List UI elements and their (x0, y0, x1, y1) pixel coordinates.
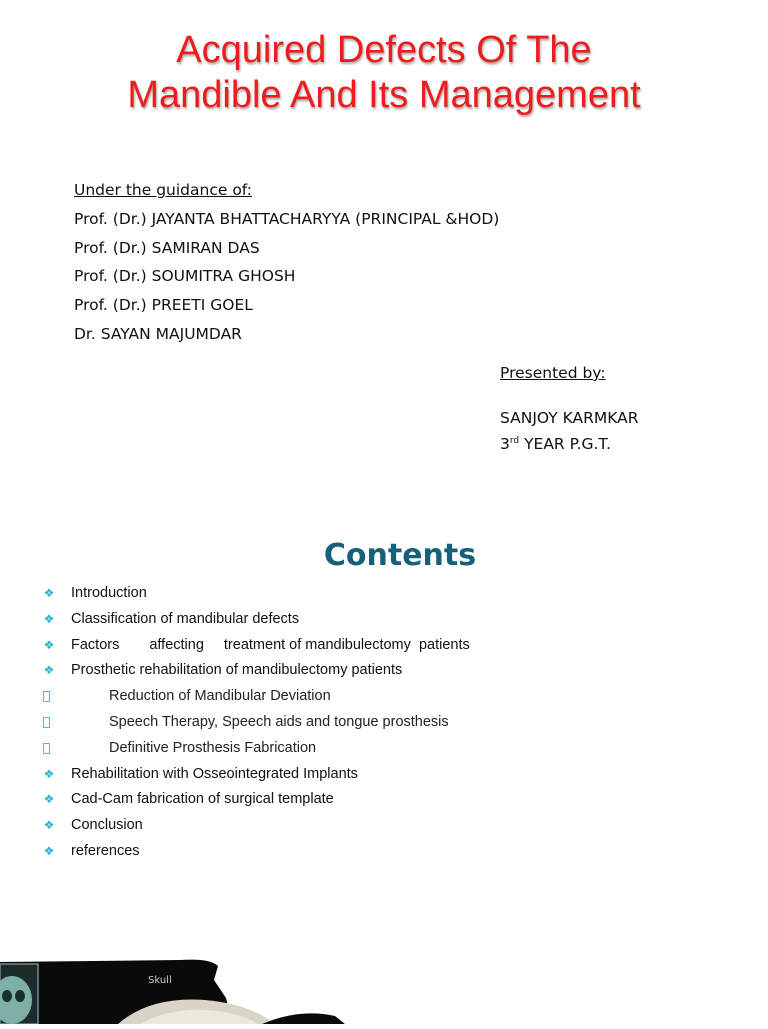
list-item (42, 814, 742, 840)
presenter-heading: Presented by: (500, 364, 606, 382)
guide-name: Prof. (Dr.) JAYANTA BHATTACHARYYA (PRINCIPAL &HOD) (74, 209, 500, 228)
diamond-icon: ❖ (43, 843, 55, 858)
list-item (42, 582, 742, 608)
skull-image-graphic (0, 958, 345, 1024)
list-item-text: Reduction of Mandibular Deviation (109, 688, 331, 705)
list-item (42, 763, 742, 789)
year-ordinal: rd (509, 436, 520, 446)
text-part: affecting (149, 636, 204, 653)
slide-title (0, 28, 768, 118)
text-part: treatment of mandibulectomy patients (223, 636, 470, 653)
title-line-2: Mandible And Its Management (127, 74, 641, 116)
presenter-year (500, 430, 639, 456)
diamond-icon: ❖ (43, 637, 55, 652)
box-icon (43, 717, 50, 728)
year-number: 3 (500, 435, 510, 453)
list-item (42, 788, 742, 814)
box-icon (43, 743, 50, 754)
list-item (42, 685, 742, 711)
guidance-heading: Under the guidance of: (74, 181, 252, 199)
guide-name: Prof. (Dr.) PREETI GOEL (74, 296, 253, 315)
contents-title: Contents (323, 538, 477, 573)
text-part: Factors (71, 636, 120, 653)
list-item-text: Introduction (71, 585, 147, 601)
diamond-icon: ❖ (43, 818, 55, 833)
year-text: YEAR P.G.T. (519, 435, 611, 453)
skull-image (0, 958, 345, 1024)
image-label: Skull (148, 975, 172, 986)
guide-name: Prof. (Dr.) SOUMITRA GHOSH (74, 267, 296, 286)
list-item (42, 840, 742, 866)
title-line-1: Acquired Defects Of The (176, 29, 592, 71)
list-item-text: Definitive Prosthesis Fabrication (109, 739, 317, 756)
list-item-text: Cad-Cam fabrication of surgical template (71, 791, 334, 808)
list-item (42, 711, 742, 737)
diamond-icon: ❖ (43, 792, 55, 807)
list-item-text: Classification of mandibular defects (71, 610, 300, 627)
list-item-text: Conclusion (71, 817, 143, 834)
list-item-text: Speech Therapy, Speech aids and tongue prosthesis (109, 713, 449, 730)
contents-list (42, 582, 742, 866)
guide-name: Prof. (Dr.) SAMIRAN DAS (74, 238, 260, 257)
guide-name: Dr. SAYAN MAJUMDAR (74, 324, 242, 343)
list-item-text: Rehabilitation with Osseointegrated Implants (71, 765, 358, 782)
diamond-icon: ❖ (43, 663, 55, 678)
guidance-block (74, 176, 499, 349)
diamond-icon: ❖ (43, 766, 55, 781)
presenter-name: SANJOY KARMKAR (500, 409, 639, 427)
presenter-block (500, 361, 639, 456)
list-item (42, 634, 742, 660)
list-item (42, 659, 742, 685)
diamond-icon: ❖ (43, 586, 55, 600)
list-item (42, 737, 742, 763)
list-item (42, 608, 742, 634)
box-icon (43, 691, 50, 702)
list-item-text: Prosthetic rehabilitation of mandibulectomy patients (71, 662, 403, 679)
list-item-text (71, 634, 470, 656)
list-item-text: references (71, 842, 140, 859)
diamond-icon: ❖ (43, 611, 55, 626)
